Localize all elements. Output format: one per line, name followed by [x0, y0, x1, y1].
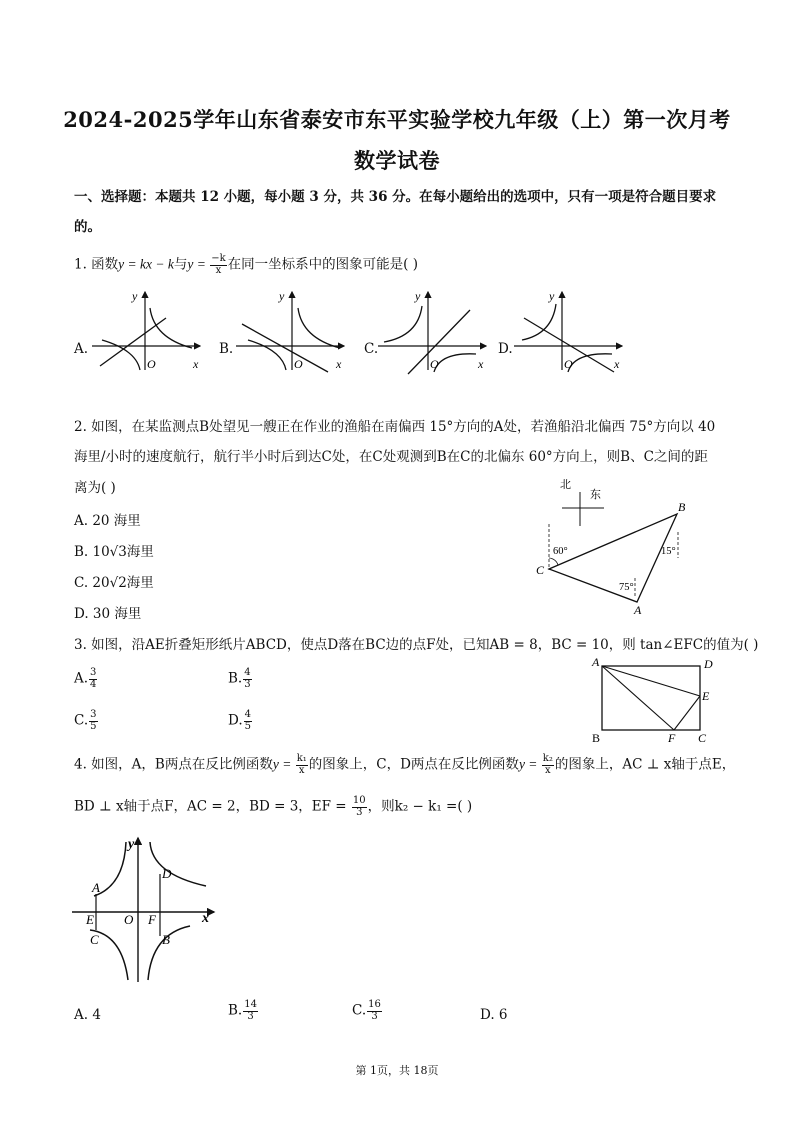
point-f-label: F: [148, 912, 156, 927]
q2-option-d: D. 30 海里: [74, 606, 142, 622]
exam-subtitle: 数学试卷: [354, 148, 440, 173]
q3-option-d: D. $\frac{4}{5}$: [228, 709, 252, 732]
q1-graph-d: [514, 288, 626, 372]
origin-label: O: [294, 357, 303, 371]
point-e-label: E: [702, 689, 710, 703]
q1-option-c-label: C.: [364, 341, 379, 357]
q1-graph-b: [236, 288, 348, 372]
point-c-label: C: [90, 932, 99, 947]
exam-title: 2024-2025学年山东省泰安市东平实验学校九年级（上）第一次月考: [63, 107, 731, 132]
q4-option-b: B. $\frac{14}{3}$: [228, 999, 257, 1022]
point-d-label: D: [704, 657, 713, 671]
point-d-label: D: [162, 866, 172, 881]
q2-figure: [532, 474, 697, 616]
point-b-label: B: [162, 932, 170, 947]
q2-option-a: A. 20 海里: [74, 513, 141, 529]
q3-option-c: C. $\frac{3}{5}$: [74, 709, 97, 732]
origin-label: O: [564, 357, 573, 371]
point-a-label: A: [634, 603, 642, 617]
page-number: 第 1页，共 18页: [355, 1064, 439, 1077]
q1-option-a-label: A.: [74, 341, 89, 357]
axis-x-label: x: [478, 357, 484, 371]
section-heading-line2: 的。: [74, 219, 101, 235]
axis-y-label: y: [415, 289, 421, 303]
axis-x-label: x: [336, 357, 342, 371]
axis-y-label: y: [128, 837, 135, 852]
point-b-label: B: [678, 500, 686, 514]
q4-option-d: D. 6: [480, 1007, 508, 1023]
north-label: 北: [560, 479, 571, 491]
question-4-line2: BD ⊥ x轴于点F，AC = 2，BD = 3，EF = $\frac{10}{3}$ ，则k₂ − k₁ =( ): [74, 795, 473, 818]
q1-option-b-label: B.: [219, 341, 234, 357]
point-c-label: C: [698, 731, 707, 745]
q1-option-d-label: D.: [498, 341, 513, 357]
angle-60-label: 60°: [553, 546, 568, 557]
origin-label: O: [147, 357, 156, 371]
origin-label: O: [124, 912, 134, 927]
point-b-label: B: [592, 731, 601, 745]
axis-y-label: y: [549, 289, 555, 303]
angle-15-label: 15°: [661, 546, 676, 557]
point-a-label: A: [592, 655, 600, 669]
q2-option-b: B. 10√3海里: [74, 544, 154, 560]
point-a-label: A: [92, 880, 100, 895]
q1-graph-c: [378, 288, 490, 372]
point-c-label: C: [536, 563, 545, 577]
q3-option-b: B. $\frac{4}{3}$: [228, 667, 251, 690]
axis-x-label: x: [614, 357, 620, 371]
q1-graph-a: [92, 288, 204, 372]
angle-75-label: 75°: [619, 582, 634, 593]
q4-option-c: C. $\frac{16}{3}$: [352, 999, 381, 1022]
question-4-line1: 4. 如图，A，B两点在反比例函数y = $\frac{\text{k₁}}{x}$ 的图象上，C，D两点在反比例函数y = $\frac{\text{k₂}}{x}$ 的图象上，AC ⊥ x轴于点E，: [74, 753, 736, 776]
question-3-stem: 3. 如图，沿AE折叠矩形纸片ABCD，使点D落在BC边的点F处，已知AB = 8，BC = 10，则 tan∠EFC的值为( ): [74, 637, 759, 653]
q3-figure: [588, 654, 723, 746]
point-f-label: F: [668, 731, 676, 745]
question-1-stem: 1. 函数y = kx − k与y = $\frac{-k}{x}$ 在同一坐标系中的图象可能是( ): [74, 253, 418, 276]
axis-y-label: y: [132, 289, 138, 303]
q3-option-a: A. $\frac{3}{4}$: [74, 667, 97, 690]
axis-x-label: x: [202, 911, 209, 926]
question-2-line3: 离为( ): [74, 480, 116, 496]
point-e-label: E: [86, 912, 94, 927]
east-label: 东: [590, 489, 601, 501]
axis-x-label: x: [193, 357, 199, 371]
axis-y-label: y: [279, 289, 285, 303]
question-2-line1: 2. 如图，在某监测点B处望见一艘正在作业的渔船在南偏西 15°方向的A处，若渔船沿北偏西 75°方向以 40: [74, 419, 716, 435]
question-2-line2: 海里/小时的速度航行，航行半小时后到达C处，在C处观测到B在C的北偏东 60°方向上，则B、C之间的距: [74, 449, 708, 465]
section-heading-line1: 一、选择题：本题共 12 小题，每小题 3 分，共 36 分。在每小题给出的选项中，只有一项是符合题目要求: [74, 189, 717, 205]
q4-option-a: A. 4: [74, 1007, 101, 1023]
q4-figure: [70, 834, 220, 984]
q2-option-c: C. 20√2海里: [74, 575, 154, 591]
origin-label: O: [430, 357, 439, 371]
